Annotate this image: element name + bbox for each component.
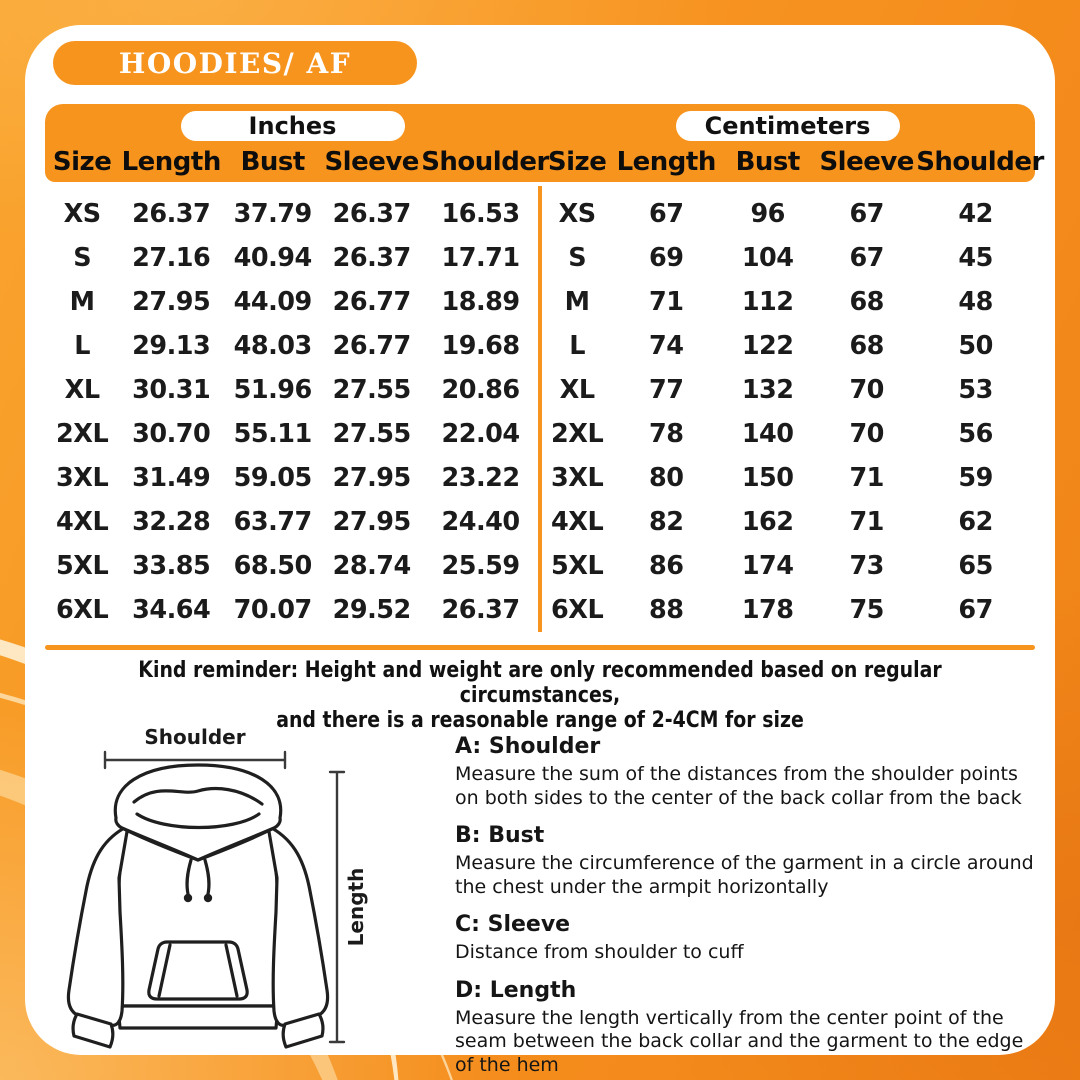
table-row [540,456,1035,500]
chart-title-pill [53,41,417,85]
value-cell: 150 [741,463,794,493]
value-cell: 27.95 [332,463,411,493]
value-cell: 174 [741,551,794,581]
table-row [540,588,1035,632]
reminder-line-2: and there is a reasonable range of 2-4CM for size [276,708,804,733]
reminder-line-1: Kind reminder: Height and weight are only recommended based on regular circumstances, [138,658,942,708]
value-cell: 73 [849,551,884,581]
column-header: Shoulder [421,146,549,177]
size-cell: 6XL [551,595,604,625]
measurement-item-length [455,977,1040,1078]
centimeters-unit-label: Centimeters [704,112,871,140]
measurement-heading: A: Shoulder [455,734,601,759]
inches-table-section [45,104,549,632]
column-header: Bust [240,146,305,177]
value-cell: 162 [741,507,794,537]
table-row [540,280,1035,324]
value-cell: 51.96 [233,375,312,405]
value-cell: 59 [958,463,993,493]
chart-title: HOODIES/ AF [118,46,352,80]
shoulder-label: Shoulder [144,728,246,749]
value-cell: 104 [741,243,794,273]
value-cell: 71 [648,287,684,317]
size-cell: 3XL [56,463,109,493]
value-cell: 26.37 [441,595,520,625]
size-cell: 4XL [56,507,109,537]
value-cell: 27.95 [332,507,411,537]
value-cell: 23.22 [441,463,520,493]
value-cell: 70 [849,375,884,405]
measurement-heading: C: Sleeve [455,912,571,937]
column-header: Size [52,146,112,177]
value-cell: 44.09 [233,287,312,317]
value-cell: 42 [958,199,993,229]
value-cell: 122 [741,331,794,361]
size-cell: XL [64,375,100,405]
table-row [540,412,1035,456]
value-cell: 29.13 [132,331,211,361]
column-header: Bust [735,146,800,177]
inches-header-row [45,141,540,182]
value-cell: 132 [741,375,794,405]
value-cell: 24.40 [441,507,520,537]
measurement-description: Measure the circumference of the garment in a circle around the chest under the armpit horizontally [455,852,1034,898]
value-cell: 34.64 [132,595,211,625]
value-cell: 71 [849,463,884,493]
value-cell: 69 [648,243,684,273]
kind-reminder [25,658,1055,733]
value-cell: 86 [648,551,684,581]
value-cell: 178 [741,595,794,625]
value-cell: 45 [958,243,993,273]
centimeters-table-section [540,104,1044,632]
size-cell: XL [559,375,595,405]
value-cell: 56 [958,419,993,449]
value-cell: 27.55 [332,419,411,449]
table-row [45,500,540,544]
measurement-item-shoulder [455,733,1040,810]
length-label: Length [344,867,368,947]
measurement-item-sleeve [455,911,1040,965]
table-row [540,500,1035,544]
value-cell: 20.86 [441,375,520,405]
table-row [540,182,1035,236]
value-cell: 22.04 [441,419,520,449]
value-cell: 26.77 [332,331,411,361]
value-cell: 96 [750,199,785,229]
size-cell: 5XL [551,551,604,581]
value-cell: 67 [958,595,993,625]
value-cell: 88 [648,595,684,625]
measurement-description: Measure the sum of the distances from the shoulder points on both sides to the center of the back collar from the back [455,763,1022,809]
value-cell: 62 [958,507,993,537]
column-header: Sleeve [324,146,419,177]
column-header: Length [121,146,221,177]
value-cell: 25.59 [441,551,520,581]
value-cell: 48 [958,287,993,317]
size-cell: M [69,287,95,317]
value-cell: 78 [648,419,684,449]
size-cell: 4XL [551,507,604,537]
value-cell: 67 [648,199,684,229]
value-cell: 37.79 [233,199,312,229]
value-cell: 27.95 [132,287,211,317]
size-chart-card [25,25,1055,1076]
size-cell: XS [558,199,596,229]
measurement-instructions [455,733,1040,1080]
value-cell: 68 [849,287,884,317]
value-cell: 70 [849,419,884,449]
value-cell: 67 [849,243,884,273]
table-row [540,324,1035,368]
measurement-heading: D: Length [455,977,577,1003]
value-cell: 16.53 [441,199,520,229]
table-row [540,544,1035,588]
size-cell: 2XL [551,419,604,449]
value-cell: 75 [849,595,884,625]
value-cell: 71 [849,507,884,537]
size-cell: 5XL [56,551,109,581]
table-row [45,280,540,324]
value-cell: 59.05 [233,463,312,493]
value-cell: 19.68 [441,331,520,361]
table-row [45,588,540,632]
value-cell: 67 [849,199,884,229]
table-row [45,324,540,368]
value-cell: 30.31 [132,375,211,405]
measurement-item-bust [455,822,1040,899]
value-cell: 33.85 [132,551,211,581]
value-cell: 32.28 [132,507,211,537]
value-cell: 68 [849,331,884,361]
value-cell: 40.94 [233,243,312,273]
value-cell: 27.55 [332,375,411,405]
value-cell: 77 [648,375,684,405]
value-cell: 82 [648,507,684,537]
size-cell: S [73,243,92,273]
inches-table [45,141,549,632]
value-cell: 17.71 [441,243,520,273]
value-cell: 63.77 [233,507,312,537]
inches-unit-pill [181,111,405,141]
table-row [45,412,540,456]
table-row [540,368,1035,412]
size-cell: 3XL [551,463,604,493]
value-cell: 68.50 [233,551,312,581]
value-cell: 26.37 [332,199,411,229]
table-vertical-divider [538,186,542,632]
value-cell: 53 [958,375,993,405]
measurement-heading: B: Bust [455,823,545,848]
size-cell: 2XL [56,419,109,449]
value-cell: 26.77 [332,287,411,317]
size-tables [45,104,1044,632]
value-cell: 140 [741,419,794,449]
column-header: Size [547,146,607,177]
column-header: Shoulder [916,146,1044,177]
hoodie-line-drawing [58,728,370,1062]
table-row [45,456,540,500]
value-cell: 18.89 [441,287,520,317]
length-measure-line [330,772,344,1042]
value-cell: 26.37 [332,243,411,273]
table-row [45,236,540,280]
value-cell: 55.11 [233,419,312,449]
section-divider [45,645,1035,650]
centimeters-table [540,141,1044,632]
measurement-description: Measure the length vertically from the center point of the seam between the back collar and the garment to the edge of the hem [455,1006,1024,1076]
table-row [45,368,540,412]
table-row [45,544,540,588]
value-cell: 65 [958,551,993,581]
value-cell: 80 [648,463,684,493]
size-cell: L [569,331,585,361]
size-cell: XS [63,199,101,229]
value-cell: 74 [648,331,684,361]
size-cell: S [568,243,587,273]
value-cell: 27.16 [132,243,211,273]
size-cell: M [564,287,590,317]
value-cell: 112 [741,287,794,317]
value-cell: 31.49 [132,463,211,493]
value-cell: 48.03 [233,331,312,361]
value-cell: 50 [958,331,993,361]
centimeters-header-row [540,141,1035,182]
size-cell: L [74,331,90,361]
measurement-description: Distance from shoulder to cuff [455,941,744,963]
size-cell: 6XL [56,595,109,625]
table-row [540,236,1035,280]
value-cell: 70.07 [233,595,312,625]
value-cell: 30.70 [132,419,211,449]
value-cell: 29.52 [332,595,411,625]
value-cell: 28.74 [332,551,411,581]
table-row [45,182,540,236]
centimeters-unit-pill [676,111,900,141]
column-header: Length [616,146,716,177]
value-cell: 26.37 [132,199,211,229]
inches-unit-label: Inches [248,112,337,140]
column-header: Sleeve [819,146,914,177]
hoodie-measurement-diagram [58,728,370,1062]
